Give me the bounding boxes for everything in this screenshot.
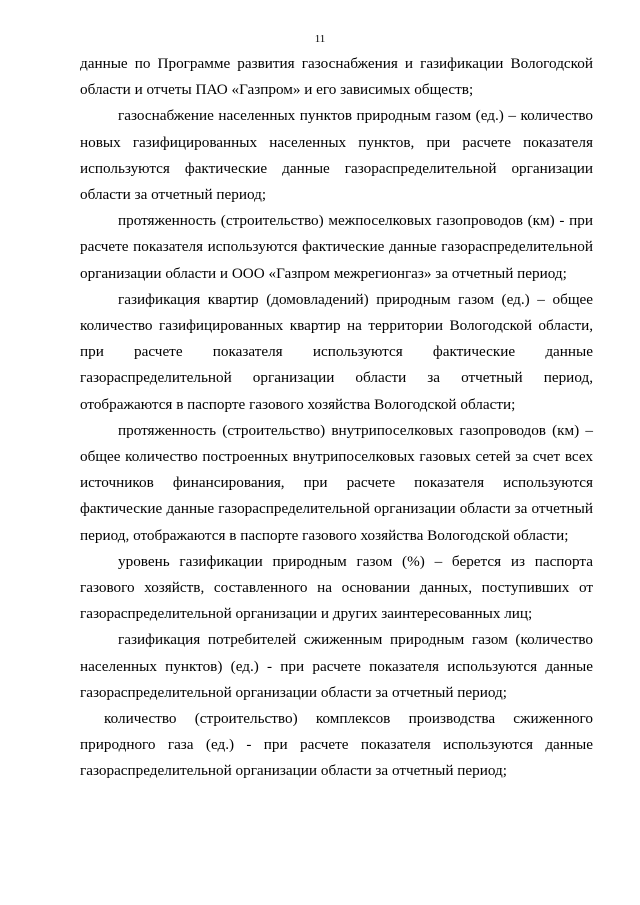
paragraph-apartment-gasification: газификация квартир (домовладений) природным газом (ед.) – общее количество газифицированных квартир на территории Вологодской области, при расчете показателя используются фактические данные газораспределительной организации области за отчетный период, отображаются в паспорте газового хозяйства Вологодской области; bbox=[80, 290, 593, 413]
paragraph-gasification-level: уровень газификации природным газом (%) – берется из паспорта газового хозяйств, составленного на основании данных, поступивших от газораспределительной организации и других заинтересованных лиц; bbox=[80, 552, 593, 623]
document-body bbox=[80, 51, 593, 785]
page-number: 11 bbox=[314, 33, 326, 45]
paragraph-intrasettlement-pipelines: протяженность (строительство) внутрипоселковых газопроводов (км) – общее количество построенных внутрипоселковых газовых сетей за счет всех источников финансирования, при расчете показателя используются фактические данные газораспределительной организации области за отчетный период, отображаются в паспорте газового хозяйства Вологодской области; bbox=[80, 421, 593, 544]
paragraph-gas-supply-settlements: газоснабжение населенных пунктов природным газом (ед.) – количество новых газифицированных населенных пунктов, при расчете показателя используются фактические данные газораспределительной организации области за отчетный период; bbox=[80, 107, 593, 204]
paragraph-lng-consumers: газификация потребителей сжиженным природным газом (количество населенных пунктов) (ед.) - при расчете показателя используются данные газораспределительной организации области за отчетный период; bbox=[80, 631, 593, 701]
paragraph-intersettlement-pipelines: протяженность (строительство) межпоселковых газопроводов (км) - при расчете показателя используются фактические данные газораспределительной организации области и ООО «Газпром межрегионгаз» за отчетный период; bbox=[80, 212, 593, 282]
paragraph-program-data: данные по Программе развития газоснабжения и газификации Вологодской области и отчеты ПАО «Газпром» и его зависимых обществ; bbox=[80, 55, 593, 99]
paragraph-lng-complexes: количество (строительство) комплексов производства сжиженного природного газа (ед.) - при расчете показателя используются данные газораспределительной организации области за отчетный период; bbox=[80, 710, 593, 780]
